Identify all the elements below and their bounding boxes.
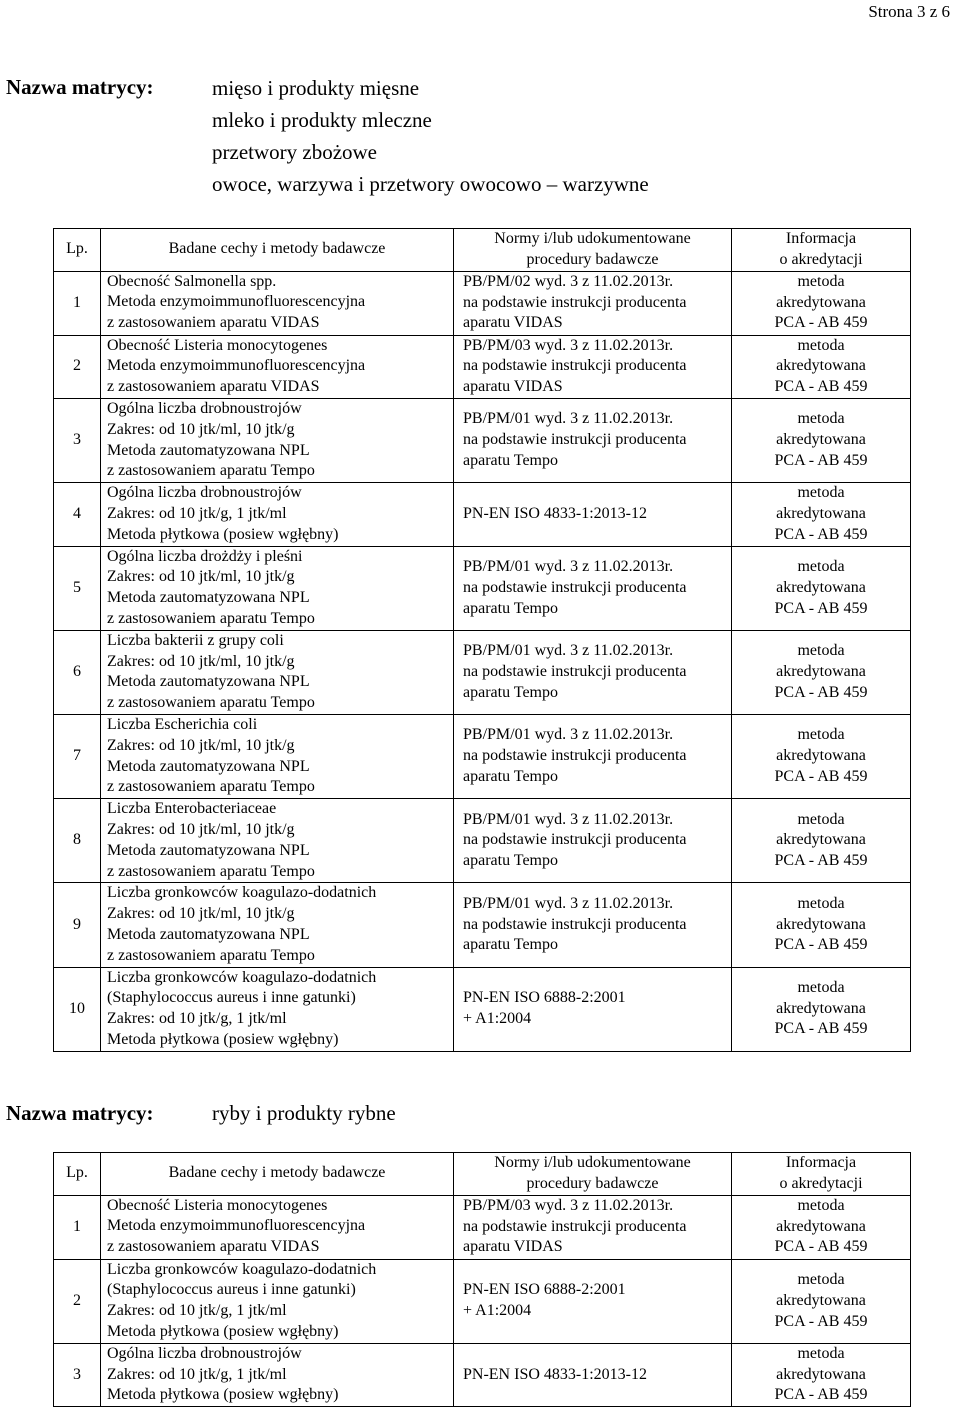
row-cechy bbox=[101, 1195, 454, 1259]
row-cechy-line: z zastosowaniem aparatu Tempo bbox=[107, 862, 315, 880]
row-info-line: metoda bbox=[797, 484, 845, 502]
row-info-line: metoda bbox=[797, 336, 845, 354]
row-lp: 1 bbox=[54, 1195, 101, 1259]
matrix-value: ryby i produkty rybne bbox=[212, 1101, 396, 1125]
row-lp: 4 bbox=[54, 483, 101, 546]
row-cechy-line: Ogólna liczba drobnoustrojów bbox=[107, 1344, 302, 1362]
row-lp: 1 bbox=[54, 271, 101, 335]
row-cechy-line: (Staphylococcus aureus i inne gatunki) bbox=[107, 1281, 356, 1299]
row-cechy-line: Metoda enzymoimmunofluorescencyjna bbox=[107, 1217, 366, 1235]
header-info-line: Informacja bbox=[785, 230, 857, 247]
row-info-line: akredytowana bbox=[776, 831, 866, 849]
table-row bbox=[54, 1195, 911, 1259]
row-normy bbox=[454, 714, 732, 798]
header-lp: Lp. bbox=[54, 1153, 101, 1196]
matrix-values bbox=[212, 72, 649, 200]
matrix-value: mięso i produkty mięsne bbox=[212, 76, 420, 100]
row-cechy-line: Zakres: od 10 jtk/g, 1 jtk/ml bbox=[107, 1010, 287, 1028]
row-normy-line: na podstawie instrukcji producenta bbox=[463, 1217, 687, 1235]
row-normy-line: aparatu Tempo bbox=[463, 936, 558, 954]
row-info bbox=[732, 398, 911, 482]
row-normy-line: PB/PM/03 wyd. 3 z 11.02.2013r. bbox=[463, 1196, 674, 1214]
table-row bbox=[54, 271, 911, 335]
row-normy bbox=[454, 630, 732, 714]
row-info bbox=[732, 883, 911, 967]
row-info-line: metoda bbox=[797, 810, 845, 828]
row-info bbox=[732, 630, 911, 714]
row-normy-line: PB/PM/02 wyd. 3 z 11.02.2013r. bbox=[463, 272, 674, 290]
header-cechy: Badane cechy i metody badawcze bbox=[101, 229, 454, 272]
header-cechy: Badane cechy i metody badawcze bbox=[101, 1153, 454, 1196]
row-normy-line: aparatu Tempo bbox=[463, 599, 558, 617]
row-lp: 7 bbox=[54, 714, 101, 798]
row-normy-line: PN-EN ISO 6888-2:2001 bbox=[463, 1281, 626, 1299]
page-number: Strona 3 z 6 bbox=[868, 2, 950, 21]
table-row bbox=[54, 483, 911, 546]
row-normy bbox=[454, 483, 732, 546]
row-normy-line: na podstawie instrukcji producenta bbox=[463, 293, 687, 311]
row-lp: 2 bbox=[54, 1259, 101, 1343]
row-cechy-line: Metoda enzymoimmunofluorescencyjna bbox=[107, 357, 366, 375]
row-cechy-line: Zakres: od 10 jtk/g, 1 jtk/ml bbox=[107, 504, 287, 522]
row-info-line: akredytowana bbox=[776, 1291, 866, 1309]
row-normy bbox=[454, 546, 732, 630]
row-cechy-line: Metoda enzymoimmunofluorescencyjna bbox=[107, 293, 366, 311]
row-cechy bbox=[101, 1259, 454, 1343]
row-normy-line: aparatu VIDAS bbox=[463, 314, 563, 332]
row-normy-line: PB/PM/01 wyd. 3 z 11.02.2013r. bbox=[463, 557, 674, 575]
header-normy-line: procedury badawcze bbox=[526, 1174, 659, 1192]
row-normy-line: na podstawie instrukcji producenta bbox=[463, 831, 687, 849]
matrix-value: przetwory zbożowe bbox=[212, 140, 378, 164]
row-cechy-line: Metoda zautomatyzowana NPL bbox=[107, 841, 310, 859]
header-normy-line: procedury badawcze bbox=[526, 250, 659, 268]
table-row bbox=[54, 630, 911, 714]
row-normy-line: aparatu Tempo bbox=[463, 683, 558, 701]
row-normy-line: PN-EN ISO 6888-2:2001 bbox=[463, 989, 626, 1007]
header-normy-line: Normy i/lub udokumentowane bbox=[494, 230, 691, 247]
row-info-line: metoda bbox=[797, 557, 845, 575]
row-info-line: akredytowana bbox=[776, 1217, 866, 1235]
row-cechy bbox=[101, 271, 454, 335]
table-row bbox=[54, 398, 911, 482]
row-normy-line: + A1:2004 bbox=[463, 1302, 532, 1320]
table-row bbox=[54, 883, 911, 967]
row-lp: 3 bbox=[54, 398, 101, 482]
row-normy-line: + A1:2004 bbox=[463, 1010, 532, 1028]
row-normy-line: PN-EN ISO 4833-1:2013-12 bbox=[463, 504, 647, 522]
row-cechy-line: Liczba bakterii z grupy coli bbox=[107, 631, 284, 649]
row-normy-line: na podstawie instrukcji producenta bbox=[463, 915, 687, 933]
row-lp: 10 bbox=[54, 967, 101, 1051]
row-normy-line: aparatu Tempo bbox=[463, 451, 558, 469]
row-info bbox=[732, 714, 911, 798]
table-row bbox=[54, 546, 911, 630]
row-info-line: metoda bbox=[797, 410, 845, 428]
row-info-line: PCA - AB 459 bbox=[774, 852, 868, 870]
row-cechy-line: Liczba Enterobacteriaceae bbox=[107, 800, 277, 818]
row-normy-line: na podstawie instrukcji producenta bbox=[463, 578, 687, 596]
row-info-line: akredytowana bbox=[776, 915, 866, 933]
row-cechy-line: Metoda płytkowa (posiew wgłębny) bbox=[107, 1030, 339, 1048]
methods-table-1-body bbox=[54, 271, 911, 1051]
row-info-line: PCA - AB 459 bbox=[774, 451, 868, 469]
matrix-value: owoce, warzywa i przetwory owocowo – warzywne bbox=[212, 172, 649, 196]
row-cechy-line: Metoda zautomatyzowana NPL bbox=[107, 589, 310, 607]
row-lp: 3 bbox=[54, 1343, 101, 1406]
row-info-line: akredytowana bbox=[776, 504, 866, 522]
header-normy-line: Normy i/lub udokumentowane bbox=[494, 1154, 691, 1171]
row-info-line: akredytowana bbox=[776, 999, 866, 1017]
row-cechy bbox=[101, 630, 454, 714]
row-cechy-line: Metoda płytkowa (posiew wgłębny) bbox=[107, 525, 339, 543]
row-cechy-line: Ogólna liczba drobnoustrojów bbox=[107, 399, 302, 417]
table-row bbox=[54, 1259, 911, 1343]
row-info-line: metoda bbox=[797, 726, 845, 744]
row-cechy bbox=[101, 483, 454, 546]
row-cechy-line: Zakres: od 10 jtk/g, 1 jtk/ml bbox=[107, 1302, 287, 1320]
row-normy-line: PB/PM/01 wyd. 3 z 11.02.2013r. bbox=[463, 810, 674, 828]
row-cechy-line: Metoda zautomatyzowana NPL bbox=[107, 673, 310, 691]
methods-table-1 bbox=[53, 228, 911, 1052]
row-info-line: akredytowana bbox=[776, 578, 866, 596]
row-cechy bbox=[101, 546, 454, 630]
header-normy bbox=[454, 1153, 732, 1196]
row-normy-line: aparatu VIDAS bbox=[463, 378, 563, 396]
header-info bbox=[732, 1153, 911, 1196]
header-lp: Lp. bbox=[54, 229, 101, 272]
row-lp: 5 bbox=[54, 546, 101, 630]
table-row bbox=[54, 799, 911, 883]
table-row bbox=[54, 1343, 911, 1406]
row-cechy-line: Obecność Salmonella spp. bbox=[107, 272, 277, 290]
row-info-line: PCA - AB 459 bbox=[774, 767, 868, 785]
row-normy bbox=[454, 1259, 732, 1343]
row-info-line: metoda bbox=[797, 1344, 845, 1362]
row-cechy-line: Metoda płytkowa (posiew wgłębny) bbox=[107, 1322, 339, 1340]
row-cechy-line: Zakres: od 10 jtk/ml, 10 jtk/g bbox=[107, 420, 295, 438]
row-cechy-line: Zakres: od 10 jtk/ml, 10 jtk/g bbox=[107, 736, 295, 754]
row-cechy bbox=[101, 1343, 454, 1406]
row-info-line: PCA - AB 459 bbox=[774, 314, 868, 332]
row-info-line: akredytowana bbox=[776, 431, 866, 449]
row-normy bbox=[454, 271, 732, 335]
row-lp: 9 bbox=[54, 883, 101, 967]
row-info-line: PCA - AB 459 bbox=[774, 525, 868, 543]
row-info bbox=[732, 799, 911, 883]
row-info-line: akredytowana bbox=[776, 293, 866, 311]
row-cechy-line: Liczba gronkowców koagulazo-dodatnich bbox=[107, 1260, 377, 1278]
header-info-line: o akredytacji bbox=[779, 1174, 863, 1192]
row-normy-line: PB/PM/01 wyd. 3 z 11.02.2013r. bbox=[463, 642, 674, 660]
row-info-line: metoda bbox=[797, 272, 845, 290]
row-normy bbox=[454, 335, 732, 398]
header-info bbox=[732, 229, 911, 272]
row-cechy-line: z zastosowaniem aparatu Tempo bbox=[107, 694, 315, 712]
matrix-value: mleko i produkty mleczne bbox=[212, 108, 432, 132]
row-info bbox=[732, 967, 911, 1051]
row-cechy-line: z zastosowaniem aparatu Tempo bbox=[107, 609, 315, 627]
row-cechy bbox=[101, 883, 454, 967]
header-info-line: Informacja bbox=[785, 1154, 857, 1171]
row-cechy-line: Metoda zautomatyzowana NPL bbox=[107, 757, 310, 775]
row-info-line: akredytowana bbox=[776, 747, 866, 765]
header-normy bbox=[454, 229, 732, 272]
row-normy-line: na podstawie instrukcji producenta bbox=[463, 431, 687, 449]
row-info-line: PCA - AB 459 bbox=[774, 1238, 868, 1256]
row-info-line: metoda bbox=[797, 894, 845, 912]
row-cechy bbox=[101, 967, 454, 1051]
row-info bbox=[732, 1259, 911, 1343]
row-cechy-line: Zakres: od 10 jtk/ml, 10 jtk/g bbox=[107, 905, 295, 923]
table-row bbox=[54, 714, 911, 798]
row-cechy-line: z zastosowaniem aparatu Tempo bbox=[107, 778, 315, 796]
row-normy-line: aparatu Tempo bbox=[463, 767, 558, 785]
row-lp: 6 bbox=[54, 630, 101, 714]
row-cechy-line: Liczba Escherichia coli bbox=[107, 715, 258, 733]
row-lp: 2 bbox=[54, 335, 101, 398]
row-info-line: metoda bbox=[797, 1270, 845, 1288]
matrix-label: Nazwa matrycy: bbox=[6, 75, 154, 99]
row-cechy-line: Obecność Listeria monocytogenes bbox=[107, 1196, 328, 1214]
row-normy-line: PB/PM/01 wyd. 3 z 11.02.2013r. bbox=[463, 726, 674, 744]
row-info bbox=[732, 1195, 911, 1259]
row-cechy-line: Zakres: od 10 jtk/ml, 10 jtk/g bbox=[107, 568, 295, 586]
row-cechy-line: z zastosowaniem aparatu Tempo bbox=[107, 946, 315, 964]
row-cechy-line: z zastosowaniem aparatu VIDAS bbox=[107, 314, 320, 332]
row-cechy-line: Ogólna liczba drobnoustrojów bbox=[107, 484, 302, 502]
row-cechy-line: Metoda płytkowa (posiew wgłębny) bbox=[107, 1386, 339, 1404]
row-lp: 8 bbox=[54, 799, 101, 883]
row-normy bbox=[454, 398, 732, 482]
row-info-line: PCA - AB 459 bbox=[774, 936, 868, 954]
row-normy-line: PB/PM/01 wyd. 3 z 11.02.2013r. bbox=[463, 410, 674, 428]
row-cechy bbox=[101, 799, 454, 883]
row-normy-line: aparatu VIDAS bbox=[463, 1238, 563, 1256]
table-row bbox=[54, 967, 911, 1051]
methods-table-2-body bbox=[54, 1195, 911, 1407]
row-info-line: metoda bbox=[797, 978, 845, 996]
methods-table-2 bbox=[53, 1152, 911, 1407]
row-info bbox=[732, 1343, 911, 1406]
row-cechy bbox=[101, 335, 454, 398]
row-info-line: PCA - AB 459 bbox=[774, 599, 868, 617]
row-cechy-line: Ogólna liczba drożdży i pleśni bbox=[107, 547, 303, 565]
row-normy-line: PN-EN ISO 4833-1:2013-12 bbox=[463, 1365, 647, 1383]
row-cechy-line: Metoda zautomatyzowana NPL bbox=[107, 925, 310, 943]
row-normy bbox=[454, 1195, 732, 1259]
row-normy-line: PB/PM/03 wyd. 3 z 11.02.2013r. bbox=[463, 336, 674, 354]
matrix-label: Nazwa matrycy: bbox=[6, 1101, 154, 1125]
row-cechy-line: Metoda zautomatyzowana NPL bbox=[107, 441, 310, 459]
row-info bbox=[732, 271, 911, 335]
row-cechy-line: Liczba gronkowców koagulazo-dodatnich bbox=[107, 968, 377, 986]
row-cechy-line: Zakres: od 10 jtk/ml, 10 jtk/g bbox=[107, 820, 295, 838]
row-info-line: PCA - AB 459 bbox=[774, 1386, 868, 1404]
row-normy bbox=[454, 883, 732, 967]
table-row bbox=[54, 335, 911, 398]
row-cechy-line: z zastosowaniem aparatu Tempo bbox=[107, 462, 315, 480]
row-normy bbox=[454, 1343, 732, 1406]
row-cechy-line: Zakres: od 10 jtk/ml, 10 jtk/g bbox=[107, 652, 295, 670]
row-cechy-line: (Staphylococcus aureus i inne gatunki) bbox=[107, 989, 356, 1007]
row-normy-line: aparatu Tempo bbox=[463, 852, 558, 870]
row-normy-line: na podstawie instrukcji producenta bbox=[463, 357, 687, 375]
row-info-line: PCA - AB 459 bbox=[774, 1312, 868, 1330]
row-info-line: akredytowana bbox=[776, 1365, 866, 1383]
row-normy bbox=[454, 967, 732, 1051]
row-info bbox=[732, 546, 911, 630]
row-info bbox=[732, 335, 911, 398]
row-cechy bbox=[101, 398, 454, 482]
header-info-line: o akredytacji bbox=[779, 250, 863, 268]
row-cechy-line: z zastosowaniem aparatu VIDAS bbox=[107, 378, 320, 396]
row-info-line: PCA - AB 459 bbox=[774, 378, 868, 396]
row-cechy-line: Zakres: od 10 jtk/g, 1 jtk/ml bbox=[107, 1365, 287, 1383]
row-cechy bbox=[101, 714, 454, 798]
row-info-line: PCA - AB 459 bbox=[774, 683, 868, 701]
row-normy-line: PB/PM/01 wyd. 3 z 11.02.2013r. bbox=[463, 894, 674, 912]
row-info-line: akredytowana bbox=[776, 662, 866, 680]
row-info-line: metoda bbox=[797, 642, 845, 660]
row-cechy-line: Liczba gronkowców koagulazo-dodatnich bbox=[107, 884, 377, 902]
row-cechy-line: z zastosowaniem aparatu VIDAS bbox=[107, 1238, 320, 1256]
row-info-line: PCA - AB 459 bbox=[774, 1020, 868, 1038]
row-info-line: metoda bbox=[797, 1196, 845, 1214]
row-info-line: akredytowana bbox=[776, 357, 866, 375]
row-info bbox=[732, 483, 911, 546]
row-cechy-line: Obecność Listeria monocytogenes bbox=[107, 336, 328, 354]
row-normy bbox=[454, 799, 732, 883]
row-normy-line: na podstawie instrukcji producenta bbox=[463, 747, 687, 765]
row-normy-line: na podstawie instrukcji producenta bbox=[463, 662, 687, 680]
